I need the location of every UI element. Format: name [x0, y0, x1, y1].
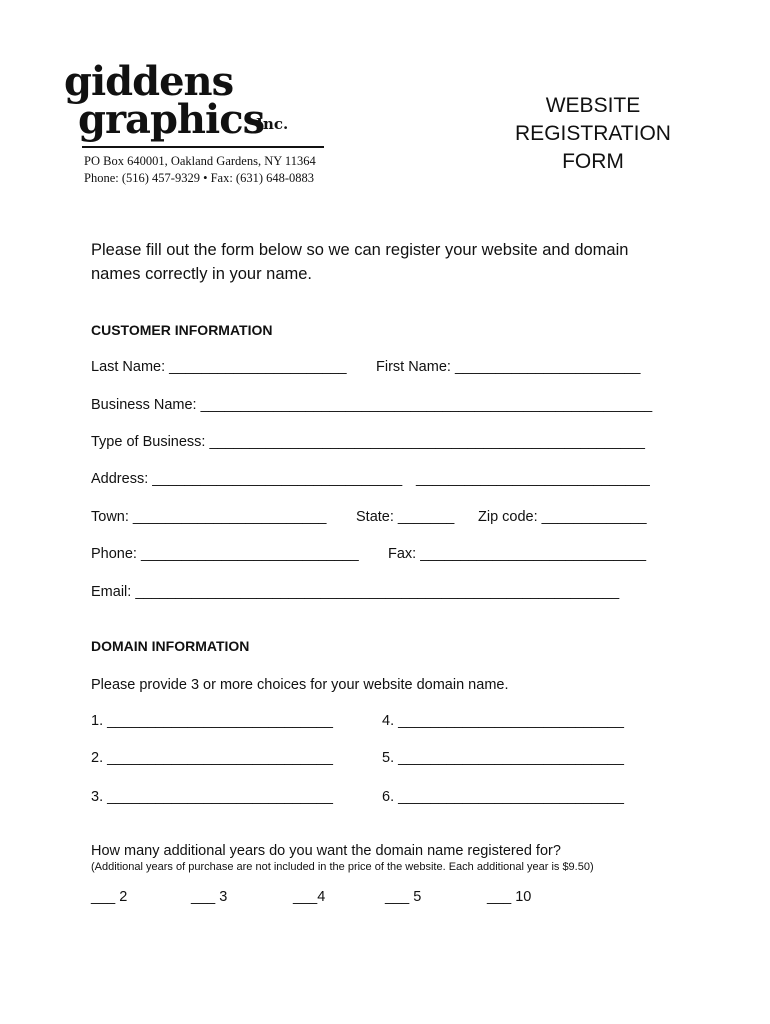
logo-name-line1: giddens — [64, 58, 234, 105]
first-name-field[interactable]: First Name: _______________________ — [376, 359, 641, 375]
domain-choice-4[interactable]: 4. ____________________________ — [382, 713, 624, 729]
years-option-4[interactable]: ___4 — [293, 889, 326, 905]
domain-choice-3[interactable]: 3. ____________________________ — [91, 789, 333, 805]
form-title-line2: REGISTRATION — [515, 122, 671, 145]
business-name-field[interactable]: Business Name: ________________________________________________________ — [91, 397, 653, 413]
logo-name-line2: graphics — [78, 96, 265, 143]
domain-info-heading: DOMAIN INFORMATION — [91, 638, 250, 654]
form-title-line3: FORM — [562, 150, 624, 173]
domain-choice-1[interactable]: 1. ____________________________ — [91, 713, 333, 729]
state-field[interactable]: State: _______ — [356, 509, 455, 525]
last-name-field[interactable]: Last Name: ______________________ — [91, 359, 347, 375]
years-option-3[interactable]: ___ 3 — [191, 889, 228, 905]
business-type-field[interactable]: Type of Business: ______________________________________________________ — [91, 434, 645, 450]
form-title-line1: WEBSITE — [545, 94, 641, 117]
domain-choice-5[interactable]: 5. ____________________________ — [382, 750, 624, 766]
email-field[interactable]: Email: ____________________________________________________________ — [91, 584, 620, 600]
logo-divider — [82, 146, 324, 148]
domain-prompt: Please provide 3 or more choices for your website domain name. — [91, 677, 509, 693]
customer-info-heading: CUSTOMER INFORMATION — [91, 322, 273, 338]
address-line2-field[interactable]: _____________________________ — [416, 471, 650, 487]
years-option-10[interactable]: ___ 10 — [487, 889, 532, 905]
phone-field[interactable]: Phone: ___________________________ — [91, 546, 359, 562]
domain-choice-2[interactable]: 2. ____________________________ — [91, 750, 333, 766]
intro-line1: Please fill out the form below so we can register your website and domain — [91, 241, 629, 259]
town-field[interactable]: Town: ________________________ — [91, 509, 327, 525]
company-contact: Phone: (516) 457-9329 • Fax: (631) 648-0883 — [84, 171, 315, 185]
company-address: PO Box 640001, Oakland Gardens, NY 11364 — [84, 154, 316, 168]
address-field[interactable]: Address: _______________________________ — [91, 471, 403, 487]
years-price-note: (Additional years of purchase are not included in the price of the website. Each additional year is $9.50) — [91, 861, 594, 873]
logo-suffix: Inc. — [256, 115, 289, 133]
form-title — [490, 92, 696, 176]
zip-code-field[interactable]: Zip code: _____________ — [478, 509, 647, 525]
domain-choice-6[interactable]: 6. ____________________________ — [382, 789, 624, 805]
intro-line2: names correctly in your name. — [91, 265, 313, 283]
years-question: How many additional years do you want the domain name registered for? — [91, 843, 561, 859]
years-option-2[interactable]: ___ 2 — [91, 889, 128, 905]
years-option-5[interactable]: ___ 5 — [385, 889, 422, 905]
fax-field[interactable]: Fax: ____________________________ — [388, 546, 647, 562]
intro-text — [91, 238, 628, 286]
